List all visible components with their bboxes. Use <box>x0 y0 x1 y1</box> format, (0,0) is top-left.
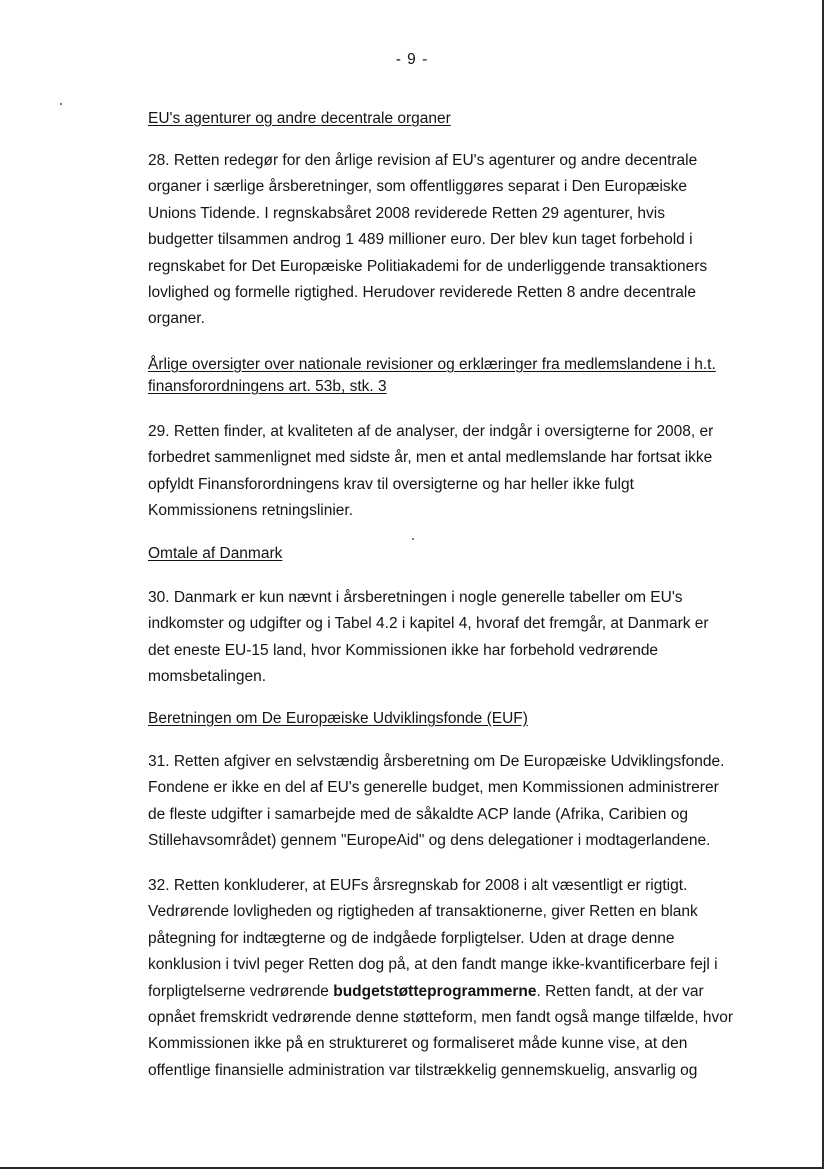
text-line: 30. Danmark er kun nævnt i årsberetningen i nogle generelle tabeller om EU's <box>148 589 683 606</box>
text-line: Kommissionen ikke på en struktureret og formaliseret måde kunne vise, at den <box>148 1035 688 1053</box>
text-line: 29. Retten finder, at kvaliteten af de analyser, der indgår i oversigterne for 2008, er <box>148 423 714 440</box>
text-line: organer. <box>148 310 205 328</box>
text-line: regnskabet for Det Europæiske Politiakademi for de underliggende transaktioners <box>148 257 708 275</box>
text-line: opfyldt Finansforordningens krav til oversigterne og har heller ikke fulgt <box>148 475 634 493</box>
text-line-with-bold <box>148 979 733 1005</box>
section-heading-edf: Beretningen om De Europæiske Udviklingsfonde (EUF) <box>148 710 528 727</box>
bold-term: budgetstøtteprogrammerne <box>333 982 537 1000</box>
paragraph-30 <box>148 585 709 691</box>
text-run: . Retten fandt, at der var <box>536 982 704 1000</box>
text-line: påtegning for indtægterne og de indgåede forpligtelser. Uden at drage denne <box>148 929 675 947</box>
page-number: - 9 - <box>395 51 429 68</box>
text-run: forpligtelserne vedrørende <box>148 982 334 1000</box>
scan-speck <box>60 103 62 105</box>
section-heading-denmark: Omtale af Danmark <box>148 545 283 562</box>
text-line: organer i særlige årsberetninger, som offentliggøres separat i Den Europæiske <box>148 178 688 196</box>
text-line: det eneste EU-15 land, hvor Kommissionen ikke har forbehold vedrørende <box>148 641 659 659</box>
text-line: Stillehavsområdet) gennem "EuropeAid" og dens delegationer i modtagerlandene. <box>148 832 711 850</box>
text-line: indkomster og udgifter og i Tabel 4.2 i kapitel 4, hvoraf det fremgår, at Danmark er <box>148 615 709 633</box>
paragraph-31 <box>148 749 724 855</box>
scan-speck <box>412 538 414 540</box>
text-line: opnået fremskridt vedrørende denne støtteform, men fandt også mange tilfælde, hvor <box>148 1009 733 1027</box>
text-line: momsbetalingen. <box>148 668 267 686</box>
text-line: 28. Retten redegør for den årlige revision af EU's agenturer og andre decentrale <box>148 152 698 169</box>
text-line: Unions Tidende. I regnskabsåret 2008 reviderede Retten 29 agenturer, hvis <box>148 204 665 222</box>
text-line: Kommissionens retningslinier. <box>148 502 354 520</box>
text-line: lovlighed og formelle rigtighed. Herudover reviderede Retten 8 andre decentrale <box>148 284 696 302</box>
text-line: Vedrørende lovligheden og rigtigheden af transaktionerne, giver Retten en blank <box>148 903 698 921</box>
text-line: 32. Retten konkluderer, at EUFs årsregnskab for 2008 i alt væsentligt er rigtigt. <box>148 877 688 894</box>
text-line: de fleste udgifter i samarbejde med de såkaldte ACP lande (Afrika, Caribien og <box>148 805 688 823</box>
text-line: Fondene er ikke en del af EU's generelle budget, men Kommissionen administrerer <box>148 779 719 797</box>
paragraph-28 <box>148 148 707 333</box>
text-line: konklusion i tvivl peger Retten dog på, at den fandt mange ikke-kvantificerbare fejl i <box>148 956 718 974</box>
paragraph-29 <box>148 419 713 525</box>
text-line: offentlige finansielle administration var tilstrækkelig gennemskuelig, ansvarlig og <box>148 1061 698 1079</box>
paragraph-32 <box>148 873 733 1084</box>
section-heading-agencies: EU's agenturer og andre decentrale organer <box>148 110 451 127</box>
text-line: forbedret sammenlignet med sidste år, men et antal medlemslande har fortsat ikke <box>148 449 713 467</box>
text-line: budgetter tilsammen androg 1 489 millioner euro. Der blev kun taget forbehold i <box>148 231 693 249</box>
text-line: 31. Retten afgiver en selvstændig årsberetning om De Europæiske Udviklingsfonde. <box>148 753 725 770</box>
section-heading-annual-summaries: Årlige oversigter over nationale revisioner og erklæringer fra medlemslandene i h.t. finansforordningens art. 53b, stk. 3 <box>148 356 716 395</box>
